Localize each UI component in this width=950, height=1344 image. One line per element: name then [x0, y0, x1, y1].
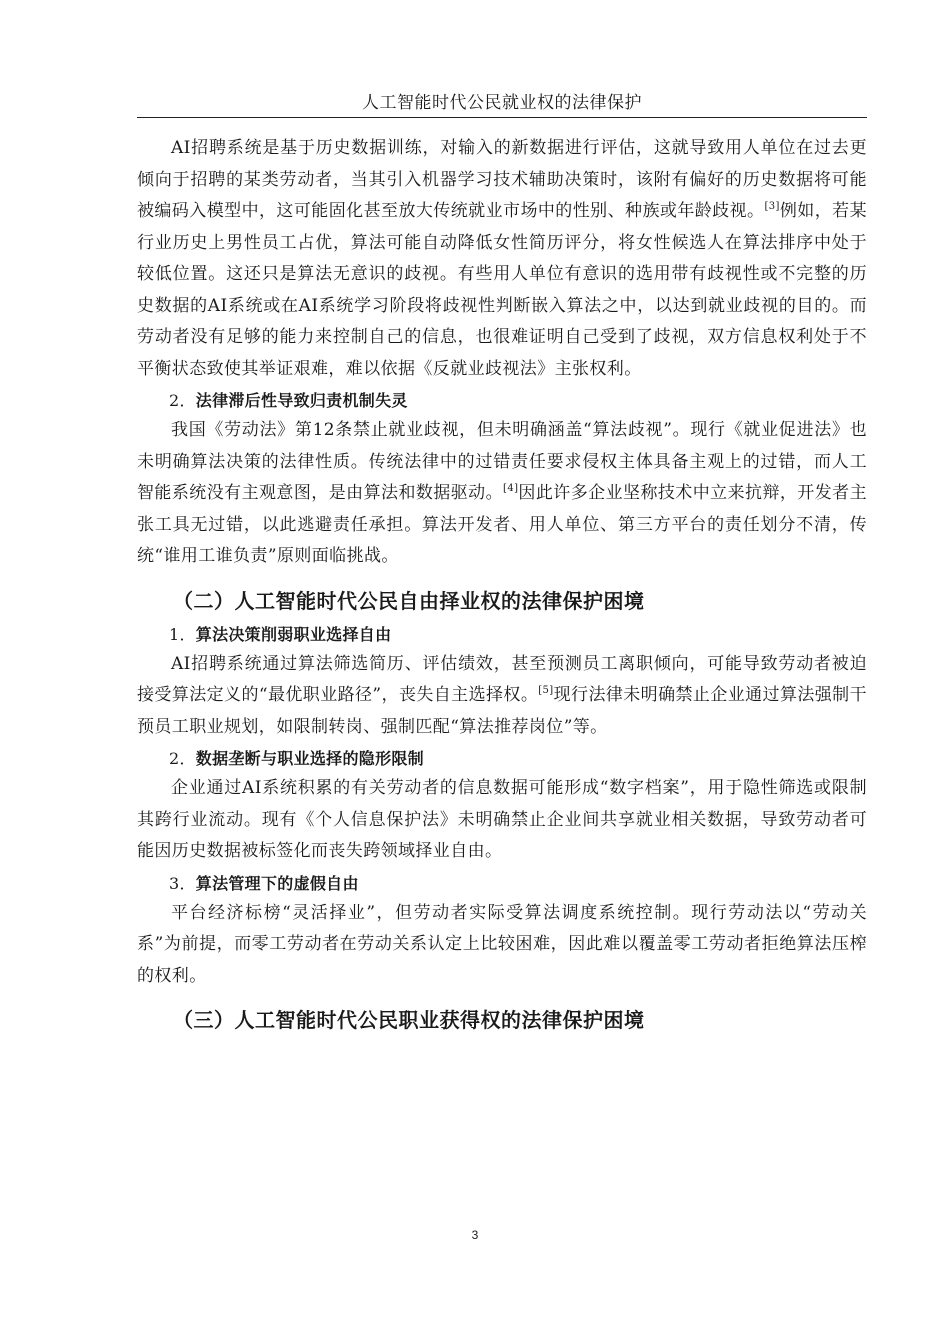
subheading-data-monopoly: [137, 745, 867, 773]
citation-ref: [3]: [764, 201, 780, 212]
paragraph-text: 现行法律未明确禁止企业通过算法强制干预员工职业规划，如限制转岗、强制匹配“算法推荐岗位”等。: [137, 685, 867, 737]
paragraph-text: AI招聘系统通过算法筛选简历、评估绩效，甚至预测员工离职倾向，可能导致劳动者被迫接受算法定义的“最优职业路径”，丧失自主选择权。: [137, 653, 867, 705]
subheading-number: 3．: [169, 873, 196, 893]
citation-ref: [4]: [503, 483, 519, 494]
paragraph-ai-recruitment-bias: [137, 133, 867, 385]
running-header: 人工智能时代公民就业权的法律保护: [362, 93, 642, 113]
paragraph-text: 因此许多企业坚称技术中立来抗辩，开发者主张工具无过错，以此逃避责任承担。算法开发者、用人单位、第三方平台的责任划分不清，传统“谁用工谁负责”原则面临挑战。: [137, 483, 867, 566]
subheading-number: 1．: [169, 624, 196, 644]
subheading-number: 2．: [169, 749, 196, 768]
paragraph-text: AI招聘系统是基于历史数据训练，对输入的新数据进行评估，这就导致用人单位在过去更倾向于招聘的某类劳动者，当其引入机器学习技术辅助决策时，该附有偏好的历史数据将可能被编码入模型中，这可能固化甚至放大传统就业市场中的性别、种族或年龄歧视。: [137, 138, 867, 221]
paragraph-text: 例如，若某行业历史上男性员工占优，算法可能自动降低女性简历评分，将女性候选人在算法排序中处于较低位置。这还只是算法无意识的歧视。有些用人单位有意识的选用带有歧视性或不完整的历史数据的AI系统或在AI系统学习阶段将歧视性判断嵌入算法之中，以达到就业歧视的目的。而劳动者没有足够的能力来控制自己的信息，也很难证明自己受到了歧视，双方信息权利处于不平衡状态致使其举证艰难，难以依据《反就业歧视法》主张权利。: [137, 201, 867, 379]
subheading-false-freedom: [137, 870, 867, 898]
paragraph-data-monopoly: 企业通过AI系统积累的有关劳动者的信息数据可能形成“数字档案”，用于隐性筛选或限制其跨行业流动。现有《个人信息保护法》未明确禁止企业间共享就业相关数据，导致劳动者可能因历史数据被标签化而丧失跨领域择业自由。: [137, 778, 867, 861]
paragraph-text: 我国《劳动法》第12条禁止就业歧视，但未明确涵盖“算法歧视”。现行《就业促进法》也未明确算法决策的法律性质。传统法律中的过错责任要求侵权主体具备主观上的过错，而人工智能系统没有主观意图，是由算法和数据驱动。: [137, 420, 867, 503]
page-body: [137, 133, 867, 1034]
paragraph-legal-lag: [137, 415, 867, 573]
paragraph-false-freedom: 平台经济标榜“灵活择业”，但劳动者实际受算法调度系统控制。现行劳动法以“劳动关系”为前提，而零工劳动者在劳动关系认定上比较困难，因此难以覆盖零工劳动者拒绝算法压榨的权利。: [137, 902, 867, 986]
citation-ref: [5]: [538, 685, 554, 696]
subheading-legal-lag: [137, 387, 867, 415]
page-number: 3: [471, 1228, 479, 1242]
subheading-text: 算法决策削弱职业选择自由: [195, 624, 392, 644]
subheading-algorithmic-decision: [137, 621, 867, 649]
header-rule: [137, 117, 867, 118]
section-heading-free-choice: （二）人工智能时代公民自由择业权的法律保护困境: [173, 588, 645, 613]
section-heading-career-access: （三）人工智能时代公民职业获得权的法律保护困境: [173, 1008, 645, 1032]
subheading-number: 2．: [169, 391, 196, 410]
paragraph-algorithmic-decision: [137, 649, 867, 744]
subheading-text: 算法管理下的虚假自由: [195, 873, 359, 893]
subheading-text: 数据垄断与职业选择的隐形限制: [195, 749, 424, 768]
subheading-text: 法律滞后性导致归责机制失灵: [195, 391, 408, 410]
